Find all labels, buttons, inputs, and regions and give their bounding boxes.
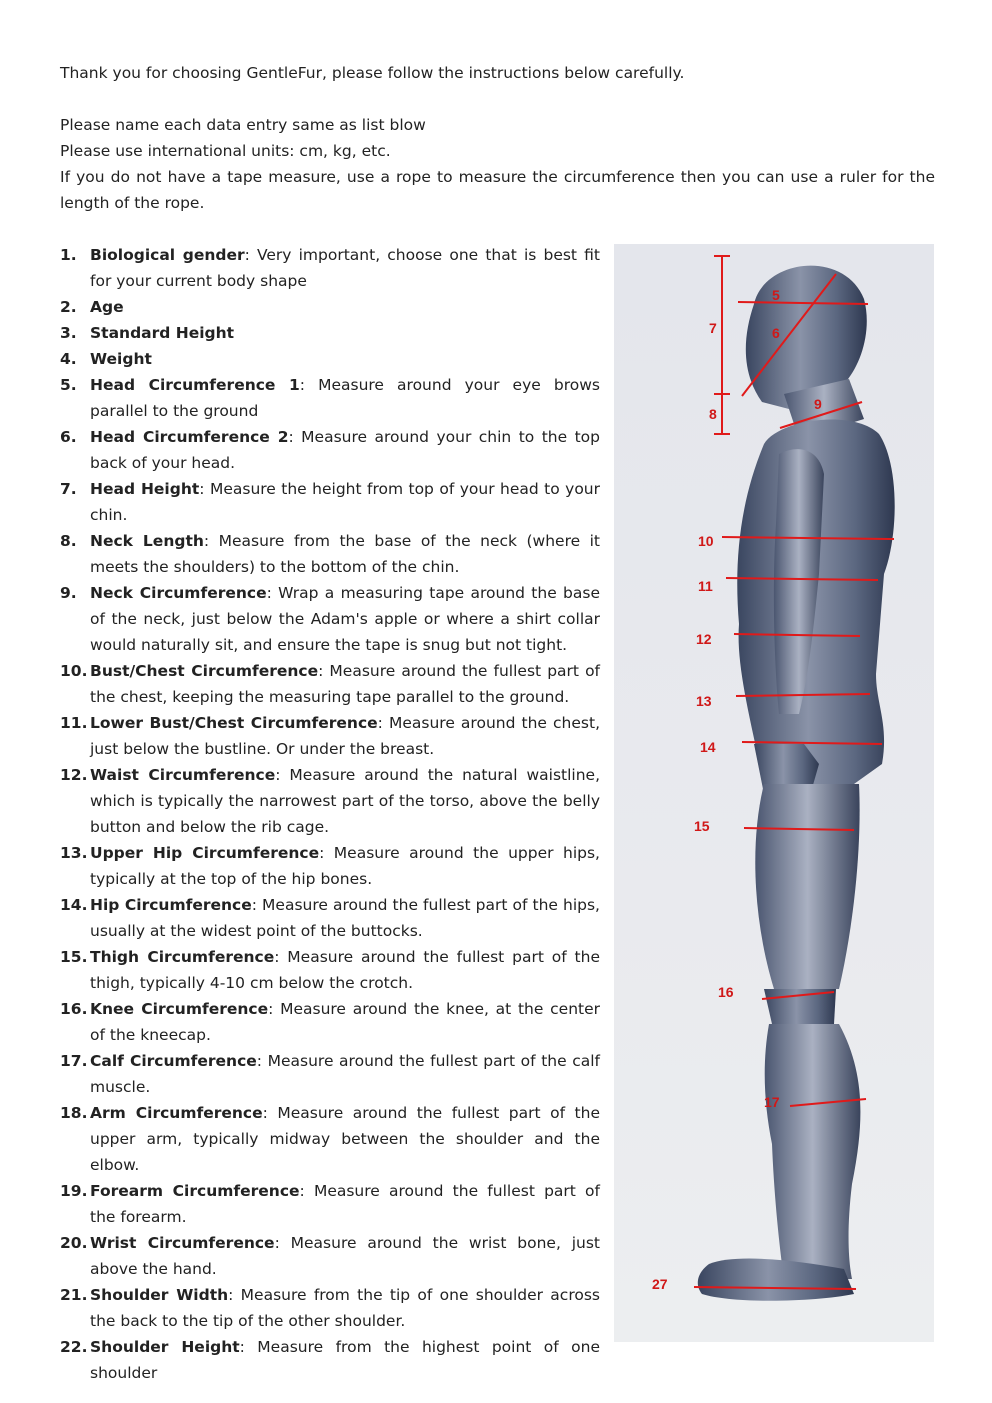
item-number: 12.: [60, 766, 88, 784]
item-term: Bust/Chest Circumference: [90, 662, 319, 680]
item-description: : Measure around the fullest part of the forearm.: [90, 1182, 600, 1226]
item-description: : Measure around your eye brows parallel to the ground: [90, 376, 600, 420]
item-description: : Measure from the base of the neck (where it meets the shoulders) to the bottom of the chin.: [90, 532, 600, 576]
item-number: 6.: [60, 428, 77, 446]
label-13: 13: [696, 693, 712, 709]
label-12: 12: [696, 631, 712, 647]
item-description: : Measure around the fullest part of the chest, keeping the measuring tape parallel to the ground.: [90, 662, 601, 706]
item-term: Upper Hip Circumference: [90, 844, 320, 862]
item-description: : Measure around the natural waistline, which is typically the narrowest part of the torso, above the belly button and below the rib cage.: [90, 766, 600, 836]
label-9: 9: [814, 396, 822, 412]
item-term: Shoulder Height: [90, 1338, 240, 1356]
item-term: Standard Height: [90, 324, 235, 342]
measurement-item: [60, 424, 600, 476]
measurement-item: [60, 1100, 600, 1178]
body-figure: [614, 244, 934, 1342]
item-number: 7.: [60, 480, 77, 498]
item-number: 4.: [60, 350, 77, 368]
measurement-list: [60, 242, 600, 1386]
item-term: Neck Length: [90, 532, 204, 550]
item-description: : Measure around the chest, just below the bustline. Or under the breast.: [90, 714, 600, 758]
item-term: Head Height: [90, 480, 200, 498]
label-10: 10: [698, 533, 714, 549]
item-term: Knee Circumference: [90, 1000, 269, 1018]
item-term: Neck Circumference: [90, 584, 267, 602]
item-term: Arm Circumference: [90, 1104, 263, 1122]
measurement-item: [60, 346, 600, 372]
measurement-item: [60, 1282, 600, 1334]
item-description: : Measure around your chin to the top back of your head.: [90, 428, 600, 472]
item-description: : Measure around the knee, at the center of the kneecap.: [90, 1000, 601, 1044]
label-11: 11: [698, 578, 713, 594]
item-number: 8.: [60, 532, 77, 550]
measurement-item: [60, 580, 600, 658]
item-term: Forearm Circumference: [90, 1182, 300, 1200]
item-description: : Measure around the fullest part of the calf muscle.: [90, 1052, 600, 1096]
label-16: 16: [718, 984, 734, 1000]
item-description: : Measure around the wrist bone, just above the hand.: [90, 1234, 600, 1278]
measurement-item: [60, 320, 600, 346]
intro-instructions: [60, 112, 935, 216]
item-description: : Measure the height from top of your head to your chin.: [90, 480, 600, 524]
item-number: 2.: [60, 298, 77, 316]
item-term: Age: [90, 298, 124, 316]
measurement-item: [60, 242, 600, 294]
item-term: Wrist Circumference: [90, 1234, 275, 1252]
item-number: 17.: [60, 1052, 88, 1070]
item-term: Weight: [90, 350, 152, 368]
measurement-item: [60, 762, 600, 840]
measurement-item: [60, 372, 600, 424]
measurement-item: [60, 1048, 600, 1100]
item-term: Head Circumference 2: [90, 428, 289, 446]
measurement-item: [60, 1334, 600, 1386]
item-number: 14.: [60, 896, 88, 914]
item-number: 11.: [60, 714, 88, 732]
item-number: 22.: [60, 1338, 88, 1356]
label-8: 8: [709, 406, 717, 422]
item-number: 16.: [60, 1000, 88, 1018]
item-number: 3.: [60, 324, 77, 342]
item-number: 1.: [60, 246, 77, 264]
item-description: : Measure from the highest point of one shoulder: [90, 1338, 600, 1382]
measurement-item: [60, 1230, 600, 1282]
measurement-item: [60, 944, 600, 996]
item-term: Lower Bust/Chest Circumference: [90, 714, 378, 732]
label-6: 6: [772, 325, 780, 341]
item-number: 9.: [60, 584, 77, 602]
intro-units: Please use international units: cm, kg, etc.: [60, 142, 391, 160]
item-number: 15.: [60, 948, 88, 966]
item-description: : Very important, choose one that is best fit for your current body shape: [90, 246, 600, 290]
measurement-item: [60, 528, 600, 580]
item-number: 10.: [60, 662, 88, 680]
measurement-item: [60, 996, 600, 1048]
measurement-item: [60, 476, 600, 528]
label-27: 27: [652, 1276, 668, 1292]
item-term: Thigh Circumference: [90, 948, 275, 966]
item-term: Head Circumference 1: [90, 376, 300, 394]
item-description: : Wrap a measuring tape around the base of the neck, just below the Adam's apple or where a shirt collar would naturally sit, and ensure the tape is snug but not tight.: [90, 584, 600, 654]
item-number: 20.: [60, 1234, 88, 1252]
intro-naming: Please name each data entry same as list blow: [60, 116, 426, 134]
label-7: 7: [709, 320, 717, 336]
item-description: : Measure around the fullest part of the thigh, typically 4-10 cm below the crotch.: [90, 948, 600, 992]
item-term: Biological gender: [90, 246, 245, 264]
item-term: Waist Circumference: [90, 766, 276, 784]
item-term: Hip Circumference: [90, 896, 252, 914]
measurement-item: [60, 658, 600, 710]
item-number: 21.: [60, 1286, 88, 1304]
item-description: : Measure around the upper hips, typically at the top of the hip bones.: [90, 844, 600, 888]
label-15: 15: [694, 818, 710, 834]
item-description: : Measure from the tip of one shoulder across the back to the tip of the other shoulder.: [90, 1286, 600, 1330]
label-14: 14: [700, 739, 716, 755]
item-term: Calf Circumference: [90, 1052, 257, 1070]
measurement-item: [60, 710, 600, 762]
item-number: 13.: [60, 844, 88, 862]
measurement-item: [60, 892, 600, 944]
measurement-item: [60, 294, 600, 320]
intro-block: [60, 60, 935, 86]
label-17: 17: [764, 1094, 780, 1110]
label-5: 5: [772, 287, 780, 303]
item-description: : Measure around the fullest part of the hips, usually at the widest point of the buttocks.: [90, 896, 600, 940]
body-figure-svg: [614, 244, 934, 1342]
item-term: Shoulder Width: [90, 1286, 229, 1304]
item-number: 19.: [60, 1182, 88, 1200]
intro-thanks: Thank you for choosing GentleFur, please follow the instructions below carefully.: [60, 64, 685, 82]
item-number: 18.: [60, 1104, 88, 1122]
item-description: : Measure around the fullest part of the upper arm, typically midway between the shoulder and the elbow.: [90, 1104, 600, 1174]
item-number: 5.: [60, 376, 77, 394]
intro-rope: If you do not have a tape measure, use a rope to measure the circumference then you can use a ruler for the length of the rope.: [60, 168, 935, 212]
measurement-item: [60, 840, 600, 892]
measurement-item: [60, 1178, 600, 1230]
armored-body-silhouette: [698, 266, 895, 1301]
